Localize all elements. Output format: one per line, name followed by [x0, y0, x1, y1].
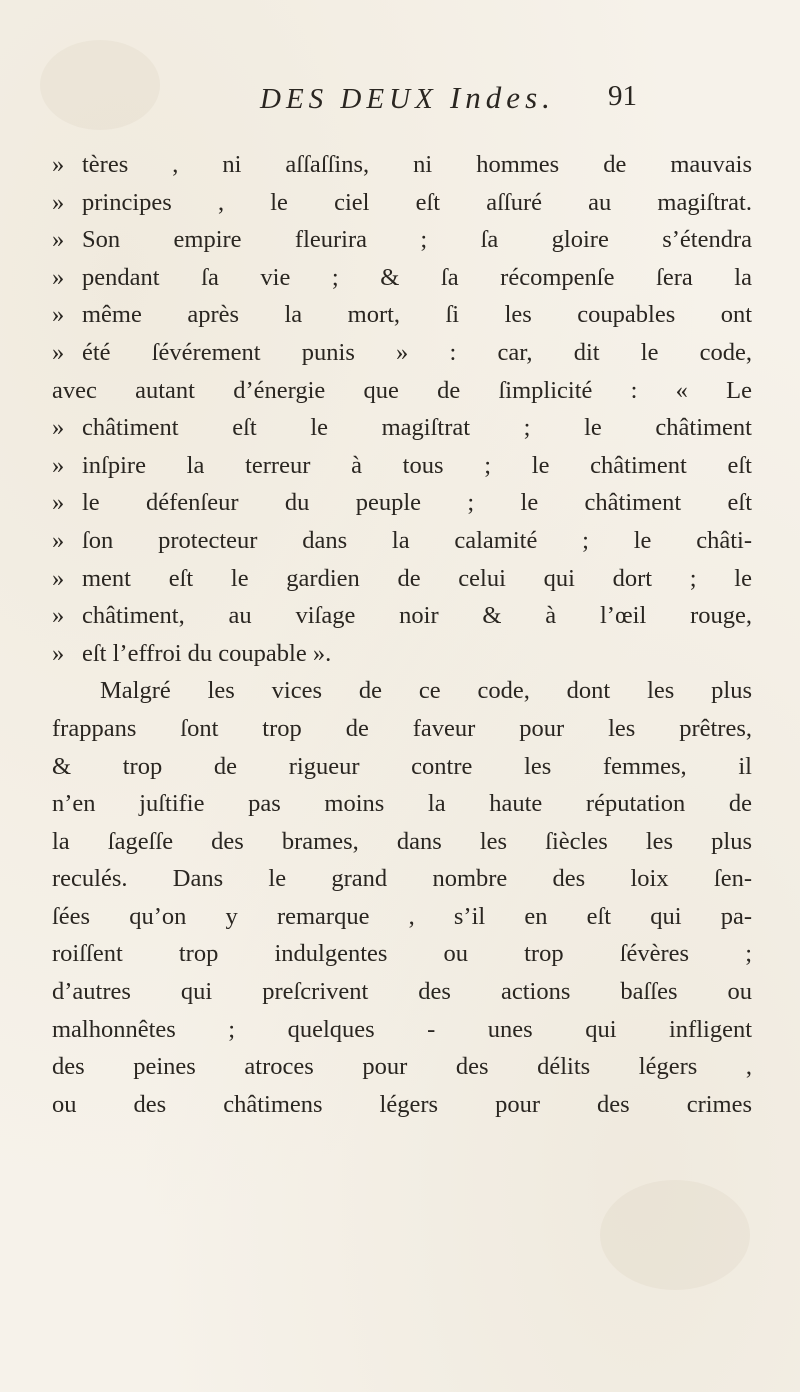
- line-text: roiſſent trop indulgentes ou trop ſévères ;: [52, 940, 752, 968]
- text-line: [52, 296, 752, 334]
- text-line: [52, 597, 752, 635]
- line-text: pendant ſa vie ; & ſa récompenſe ſera la: [82, 263, 752, 291]
- paper-stain: [600, 1180, 750, 1290]
- text-line: [52, 973, 752, 1011]
- line-text: la ſageſſe des brames, dans les ſiècles les plus: [52, 827, 752, 855]
- running-title-part1: DES DEUX: [260, 83, 438, 115]
- line-text: châtiment, au viſage noir & à l’œil rouge,: [82, 602, 752, 630]
- text-line: [52, 334, 752, 372]
- line-text: tères , ni aſſaſſins, ni hommes de mauvais: [82, 151, 752, 178]
- line-text: Malgré les vices de ce code, dont les plus: [100, 677, 752, 705]
- text-line: [52, 898, 752, 936]
- text-line: [52, 522, 752, 560]
- line-text: châtiment eſt le magiſtrat ; le châtiment: [82, 414, 752, 442]
- text-line: [52, 221, 752, 259]
- text-line: [52, 710, 752, 748]
- page-number: 91: [608, 80, 637, 112]
- line-text: principes , le ciel eſt aſſuré au magiſtrat.: [82, 188, 752, 216]
- line-text: frappans ſont trop de faveur pour les prêtres,: [52, 714, 752, 742]
- line-text: Son empire fleurira ; ſa gloire s’étendra: [82, 226, 752, 254]
- text-line: [52, 146, 752, 184]
- line-text: des peines atroces pour des délits légers ,: [52, 1053, 752, 1081]
- quote-mark: »: [52, 151, 65, 178]
- quote-mark: »: [52, 602, 65, 630]
- line-text: ſon protecteur dans la calamité ; le châti-: [82, 526, 752, 554]
- quote-mark: »: [52, 526, 65, 554]
- line-text: ment eſt le gardien de celui qui dort ; le: [82, 564, 752, 592]
- line-text: ſées qu’on y remarque , s’il en eſt qui pa-: [52, 902, 752, 930]
- text-line: [52, 748, 752, 786]
- text-line: [52, 1086, 752, 1124]
- line-text: inſpire la terreur à tous ; le châtiment eſt: [82, 451, 752, 479]
- quote-mark: »: [52, 188, 65, 216]
- line-text: eſt l’effroi du coupable ».: [82, 639, 332, 667]
- text-line: [52, 1048, 752, 1086]
- paragraph-first-line: [52, 672, 752, 710]
- quote-mark: »: [52, 263, 65, 291]
- line-text: n’en juſtifie pas moins la haute réputation de: [52, 790, 752, 818]
- text-line: [52, 560, 752, 598]
- text-line: [52, 372, 752, 410]
- text-line: [52, 184, 752, 222]
- running-title-part2: Indes.: [449, 80, 555, 115]
- line-text: été ſévérement punis » : car, dit le code,: [82, 338, 752, 366]
- body-text: [52, 146, 752, 1123]
- line-text: avec autant d’énergie que de ſimplicité : « Le: [52, 376, 752, 404]
- line-text: le défenſeur du peuple ; le châtiment eſt: [82, 489, 752, 517]
- quote-mark: »: [52, 338, 65, 366]
- text-line: [52, 860, 752, 898]
- line-text: ou des châtimens légers pour des crimes: [52, 1090, 752, 1118]
- quote-mark: »: [52, 226, 65, 254]
- text-line: [52, 484, 752, 522]
- quote-mark: »: [52, 564, 65, 592]
- line-text: & trop de rigueur contre les femmes, il: [52, 752, 752, 780]
- text-line: [52, 785, 752, 823]
- page-header: [0, 80, 800, 120]
- text-line: [52, 823, 752, 861]
- line-text: malhonnêtes ; quelques - unes qui infligent: [52, 1015, 752, 1043]
- running-title: [260, 80, 555, 116]
- line-text: d’autres qui preſcrivent des actions baſſes ou: [52, 978, 752, 1006]
- text-line: [52, 635, 752, 673]
- quote-mark: »: [52, 451, 65, 479]
- text-line: [52, 409, 752, 447]
- line-text: reculés. Dans le grand nombre des loix ſen-: [52, 865, 752, 893]
- quote-mark: »: [52, 639, 65, 667]
- quote-mark: »: [52, 414, 65, 442]
- quote-mark: »: [52, 301, 65, 329]
- text-line: [52, 935, 752, 973]
- line-text: même après la mort, ſi les coupables ont: [82, 301, 752, 329]
- text-line: [52, 447, 752, 485]
- quote-mark: »: [52, 489, 65, 517]
- text-line: [52, 1011, 752, 1049]
- text-line: [52, 259, 752, 297]
